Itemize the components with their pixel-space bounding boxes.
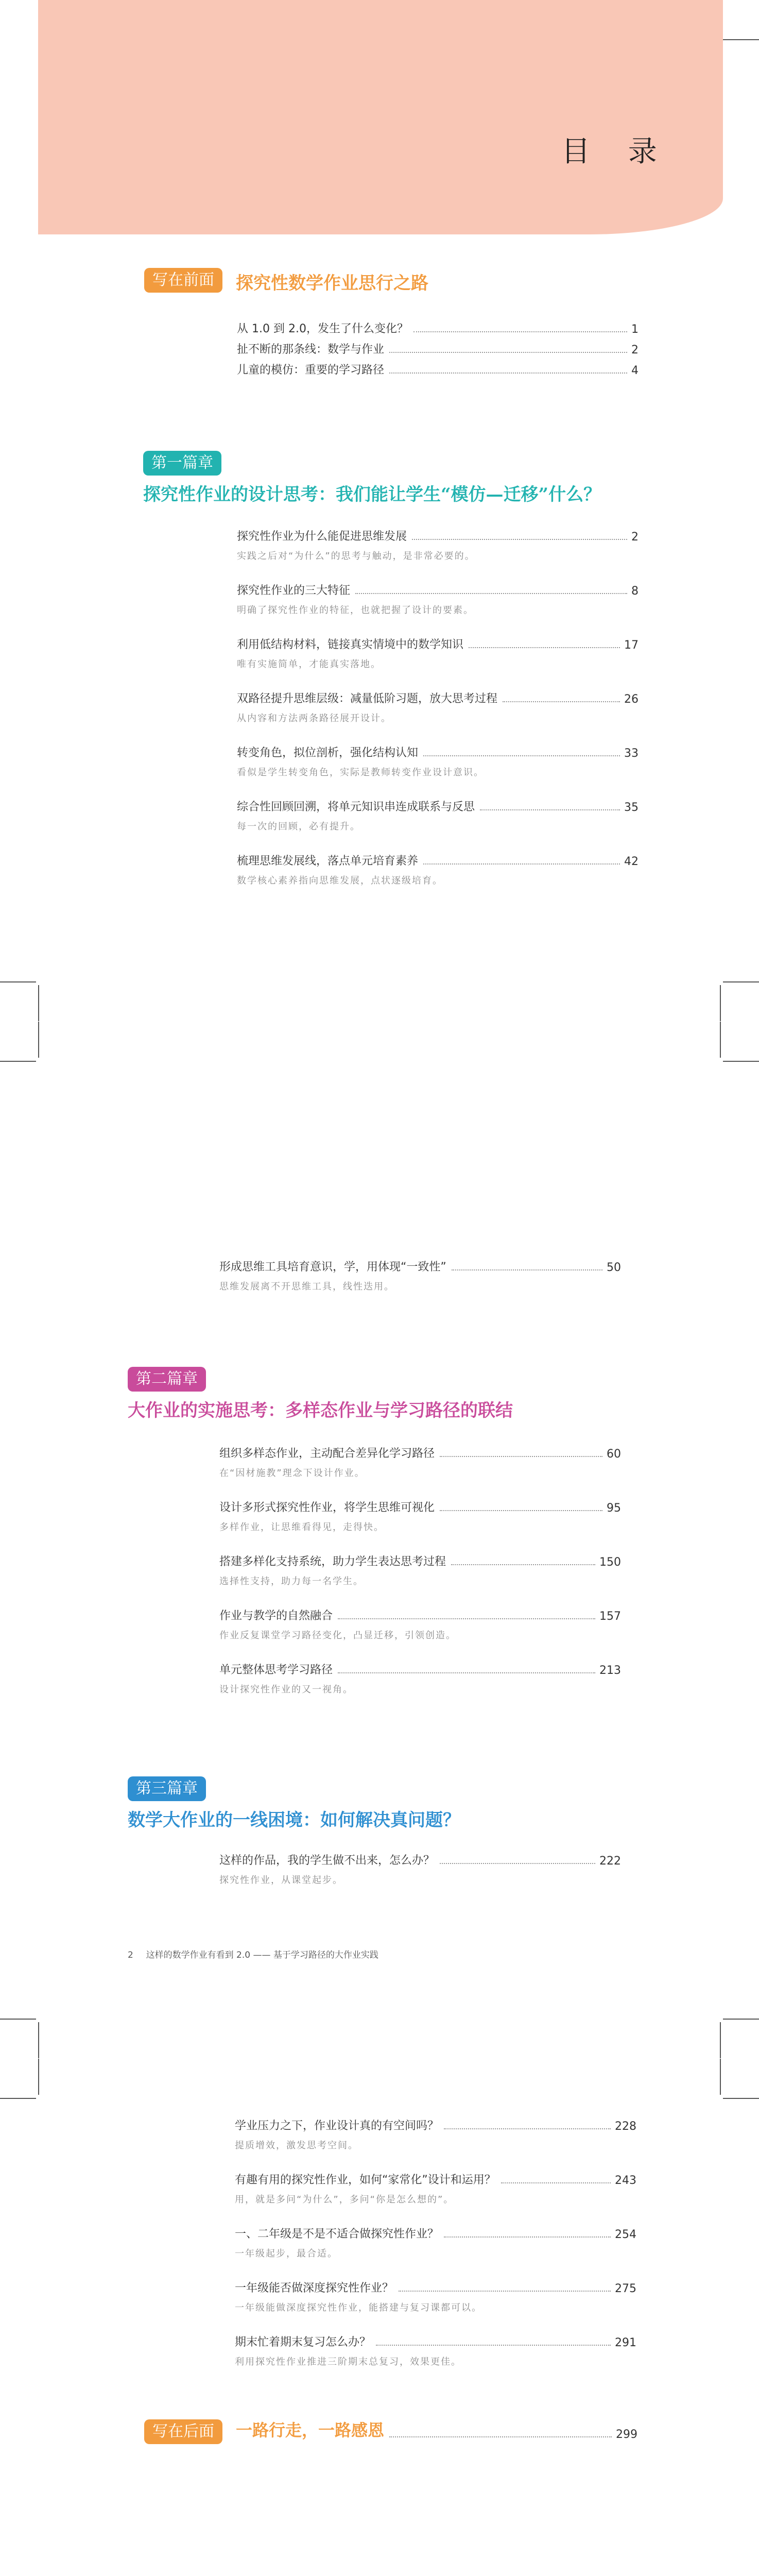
list-item <box>237 362 639 377</box>
crop-mark <box>0 1061 36 1062</box>
entry-title: 一年级能否做深度探究性作业？ <box>235 2282 394 2295</box>
entry-subtitle: 作业反复课堂学习路径变化，凸显迁移，引领创造。 <box>219 1630 456 1641</box>
entry-page: 222 <box>599 1855 621 1868</box>
entry-page: 17 <box>624 639 639 652</box>
entry-page: 2 <box>631 344 639 357</box>
list-item <box>219 1852 621 1886</box>
entry-title: 有趣有用的探究性作业，如何“家常化”设计和运用？ <box>235 2174 496 2187</box>
entry-page: 35 <box>624 801 639 814</box>
list-item <box>235 2280 636 2314</box>
crop-mark <box>0 2019 36 2020</box>
list-item <box>219 1607 621 1641</box>
crop-mark <box>720 2059 721 2095</box>
list-item <box>219 1259 621 1293</box>
list-item <box>219 1445 621 1479</box>
crop-mark <box>720 985 721 1021</box>
entry-subtitle: 多样作业，让思维看得见，走得快。 <box>219 1522 384 1533</box>
list-item <box>237 341 639 357</box>
entry-page: 228 <box>615 2120 636 2133</box>
entry-subtitle: 探究性作业，从课堂起步。 <box>219 1875 343 1886</box>
crop-mark <box>723 1061 759 1062</box>
entry-page: 8 <box>631 585 639 598</box>
page-footer-left <box>128 1947 378 1960</box>
entry-page: 2 <box>631 531 639 544</box>
afterword-badge: 写在后面 <box>144 2419 222 2444</box>
crop-mark <box>38 985 39 1021</box>
chapter3-title: 数学大作业的一线困境：如何解决真问题？ <box>128 1810 460 1831</box>
crop-mark <box>723 39 759 40</box>
entry-subtitle: 实践之后对“为什么”的思考与触动，是非常必要的。 <box>237 551 475 562</box>
entry-title: 设计多形式探究性作业，将学生思维可视化 <box>219 1501 435 1514</box>
entry-title: 探究性作业为什么能促进思维发展 <box>237 530 407 543</box>
entry-title: 探究性作业的三大特征 <box>237 584 351 597</box>
list-item <box>237 528 639 562</box>
entry-page: 33 <box>624 747 639 760</box>
list-item <box>237 582 639 616</box>
chapter2-title: 大作业的实施思考：多样态作业与学习路径的联结 <box>128 1400 513 1421</box>
list-item <box>235 2226 636 2260</box>
entry-subtitle: 一年级起步，最合适。 <box>235 2248 338 2259</box>
entry-title: 儿童的模仿：重要的学习路径 <box>237 364 385 377</box>
list-item <box>237 853 639 887</box>
entry-page: 50 <box>607 1261 621 1274</box>
entry-title: 组织多样态作业，主动配合差异化学习路径 <box>219 1447 435 1460</box>
entry-title: 转变角色，拟位剖析，强化结构认知 <box>237 747 419 759</box>
preface-title: 探究性数学作业思行之路 <box>236 273 428 294</box>
toc-title: 目 录 <box>561 135 671 168</box>
entry-page: 291 <box>615 2336 636 2349</box>
entry-title: 一、二年级是不是不适合做探究性作业？ <box>235 2228 439 2241</box>
entry-subtitle: 在“因材施教”理念下设计作业。 <box>219 1468 365 1479</box>
list-item <box>235 2334 636 2368</box>
footer-page-number: 2 <box>128 1950 133 1960</box>
entry-page: 157 <box>599 1610 621 1623</box>
crop-mark <box>0 2098 36 2099</box>
crop-mark <box>723 2098 759 2099</box>
crop-mark <box>720 1022 721 1058</box>
entry-subtitle: 提质增效，激发思考空间。 <box>235 2140 358 2151</box>
entry-title: 梳理思维发展线，落点单元培育素养 <box>237 855 419 868</box>
list-item <box>237 690 639 724</box>
toc-page-1 <box>0 0 759 1022</box>
list-item <box>237 320 639 336</box>
entry-title: 形成思维工具培育意识，学，用体现“一致性” <box>219 1261 446 1274</box>
chapter2-badge: 第二篇章 <box>128 1367 206 1392</box>
entry-page: 299 <box>616 2428 637 2441</box>
entry-title: 扯不断的那条线：数学与作业 <box>237 343 385 356</box>
entry-subtitle: 利用探究性作业推进三阶期末总复习，效果更佳。 <box>235 2357 461 2367</box>
entry-subtitle: 设计探究性作业的又一视角。 <box>219 1684 353 1695</box>
crop-mark <box>723 981 759 982</box>
entry-page: 4 <box>631 364 639 377</box>
footer-text: 这样的数学作业有看到 2.0 —— 基于学习路径的大作业实践 <box>146 1950 378 1960</box>
afterword-title: 一路行走，一路感恩 <box>236 2420 385 2440</box>
entry-title: 单元整体思考学习路径 <box>219 1664 333 1676</box>
entry-page: 150 <box>599 1556 621 1569</box>
entry-subtitle: 用，就是多问“为什么”，多问“你是怎么想的”。 <box>235 2194 454 2205</box>
crop-mark <box>720 2022 721 2058</box>
header-band <box>38 0 723 234</box>
entry-page: 254 <box>615 2228 636 2241</box>
entry-subtitle: 每一次的回顾，必有提升。 <box>237 821 360 832</box>
entry-title: 双路径提升思维层级：减量低阶习题，放大思考过程 <box>237 692 498 705</box>
entry-title: 利用低结构材料，链接真实情境中的数学知识 <box>237 638 464 651</box>
entry-page: 275 <box>615 2282 636 2295</box>
entry-title: 搭建多样化支持系统，助力学生表达思考过程 <box>219 1555 446 1568</box>
entry-title: 学业压力之下，作业设计真的有空间吗？ <box>235 2120 439 2132</box>
entry-subtitle: 明确了探究性作业的特征，也就把握了设计的要素。 <box>237 605 474 616</box>
entry-page: 213 <box>599 1664 621 1677</box>
entry-page: 1 <box>631 323 639 336</box>
entry-page: 26 <box>624 693 639 706</box>
afterword-entry <box>236 2422 637 2441</box>
crop-mark <box>723 2019 759 2020</box>
list-item <box>237 636 639 670</box>
entry-subtitle: 从内容和方法两条路径展开设计。 <box>237 713 391 724</box>
crop-mark <box>38 2059 39 2095</box>
entry-subtitle: 唯有实施简单，才能真实落地。 <box>237 659 381 670</box>
entry-title: 期末忙着期末复习怎么办？ <box>235 2336 371 2349</box>
chapter1-badge: 第一篇章 <box>143 451 221 476</box>
list-item <box>237 799 639 833</box>
entry-page: 42 <box>624 855 639 868</box>
list-item <box>237 744 639 778</box>
list-item <box>219 1662 621 1696</box>
entry-subtitle: 看似是学生转变角色，实际是教师转变作业设计意识。 <box>237 767 484 778</box>
entry-page: 60 <box>607 1448 621 1461</box>
crop-mark <box>38 2022 39 2058</box>
toc-page-3 <box>0 2059 759 2576</box>
list-item <box>235 2172 636 2206</box>
chapter3-badge: 第三篇章 <box>128 1776 206 1801</box>
chapter1-title: 探究性作业的设计思考：我们能让学生“模仿—迁移”什么？ <box>143 484 601 505</box>
entry-page: 243 <box>615 2174 636 2187</box>
entry-title: 综合性回顾回溯，将单元知识串连成联系与反思 <box>237 801 475 814</box>
list-item <box>219 1499 621 1533</box>
entry-subtitle: 选择性支持，助力每一名学生。 <box>219 1576 364 1587</box>
entry-subtitle: 一年级能做深度探究性作业，能搭建与复习课都可以。 <box>235 2302 482 2313</box>
entry-title: 这样的作品，我的学生做不出来，怎么办？ <box>219 1854 435 1867</box>
preface-badge: 写在前面 <box>144 268 222 293</box>
entry-title: 从 1.0 到 2.0，发生了什么变化？ <box>237 323 408 335</box>
list-item <box>219 1553 621 1587</box>
entry-page: 95 <box>607 1502 621 1515</box>
list-item <box>235 2117 636 2151</box>
entry-subtitle: 数学核心素养指向思维发展，点状逐级培育。 <box>237 875 443 886</box>
crop-mark <box>0 981 36 982</box>
entry-title: 作业与教学的自然融合 <box>219 1609 333 1622</box>
toc-page-2 <box>0 1022 759 2059</box>
entry-subtitle: 思维发展离不开思维工具，线性迭用。 <box>219 1281 394 1292</box>
crop-mark <box>38 1022 39 1058</box>
